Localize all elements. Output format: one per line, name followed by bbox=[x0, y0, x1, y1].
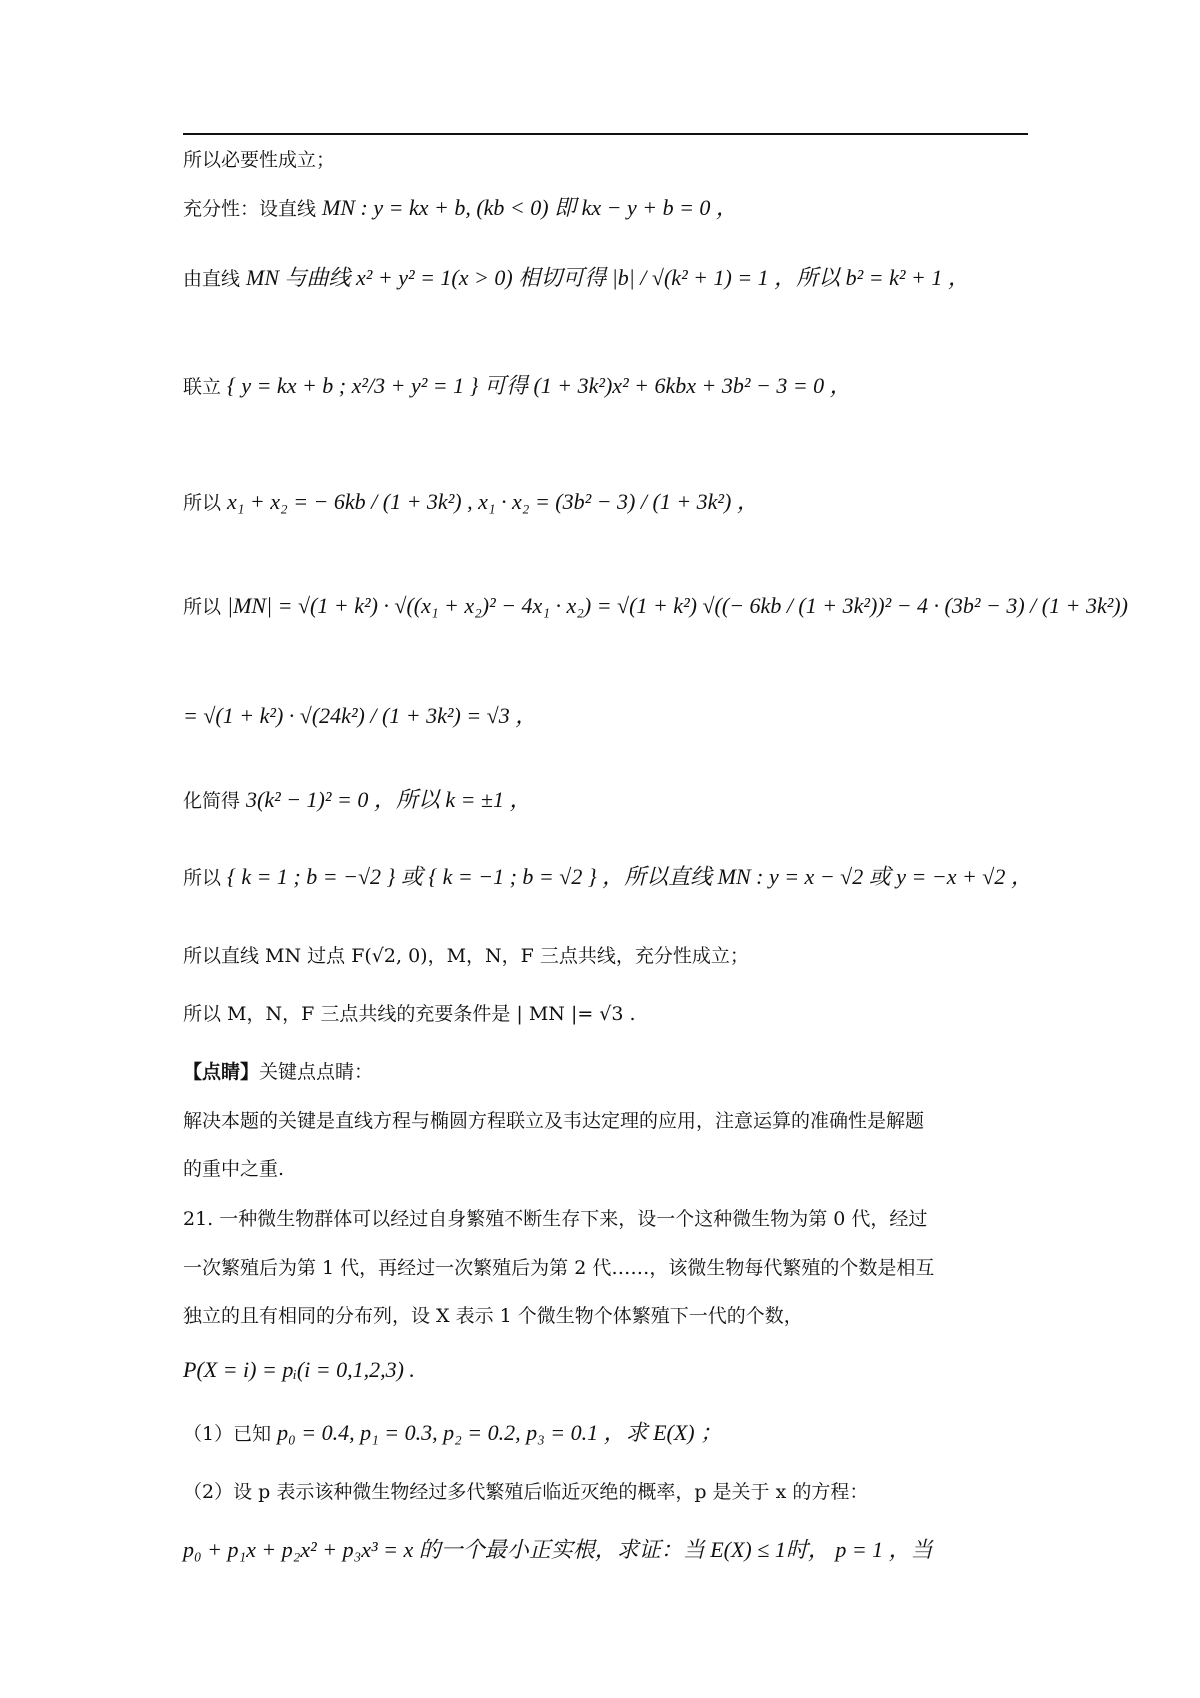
formula: 3(k² − 1)² = 0 ，所以 k = ±1 ， bbox=[246, 787, 532, 812]
text: 所以直线 MN 过点 F(√2, 0)，M，N，F 三点共线，充分性成立； bbox=[183, 945, 749, 967]
prefix: 所以 bbox=[183, 596, 222, 618]
line-problem21-2 bbox=[183, 1254, 934, 1282]
line-part1 bbox=[183, 1419, 722, 1448]
formula: = √(1 + k²) · √(24k²) / (1 + 3k²) = √3 ， bbox=[183, 703, 538, 728]
prefix: 所以 bbox=[183, 492, 222, 514]
line-distribution bbox=[183, 1356, 415, 1385]
text: 独立的且有相同的分布列，设 X 表示 1 个微生物个体繁殖下一代的个数， bbox=[183, 1305, 803, 1327]
line-tangent bbox=[183, 264, 970, 293]
formula: |MN| = √(1 + k²) · √((x₁ + x₂)² − 4x₁ · x₂) = √(1 + k²) √((− 6kb / (1 + 3k²))² − 4 · (3b² − 3) / (1 + 3k²)) bbox=[227, 593, 1128, 618]
formula: p₀ + p₁x + p₂x² + p₃x³ = x 的一个最小正实根，求证：当 E(X) ≤ 1时， p = 1 ，当 bbox=[183, 1537, 933, 1562]
text: （2）设 p 表示该种微生物经过多代繁殖后临近灭绝的概率，p 是关于 x 的方程： bbox=[183, 1481, 869, 1503]
formula: MN 与曲线 x² + y² = 1(x > 0) 相切可得 |b| / √(k² + 1) = 1 ，所以 b² = k² + 1 ， bbox=[246, 265, 970, 290]
line-lines-mn bbox=[183, 863, 1033, 892]
formula: P(X = i) = pᵢ(i = 0,1,2,3) . bbox=[183, 1357, 415, 1382]
prefix: 充分性：设直线 bbox=[183, 198, 317, 220]
text: 一次繁殖后为第 1 代，再经过一次繁殖后为第 2 代……，该微生物每代繁殖的个数是相互 bbox=[183, 1257, 935, 1279]
line-necessity bbox=[183, 146, 335, 174]
line-comment-1 bbox=[183, 1107, 924, 1135]
line-comment-2 bbox=[183, 1155, 284, 1183]
text: 21. 一种微生物群体可以经过自身繁殖不断生存下来，设一个这种微生物为第 0 代，经过 bbox=[183, 1208, 928, 1230]
line-comment-heading bbox=[183, 1058, 373, 1086]
text: 所以必要性成立； bbox=[183, 149, 336, 171]
line-sufficiency bbox=[183, 194, 738, 223]
prefix: 联立 bbox=[183, 376, 222, 398]
text: 所以 M，N，F 三点共线的充要条件是 | MN |= √3 . bbox=[183, 1003, 636, 1025]
prefix: 化简得 bbox=[183, 790, 241, 812]
line-part2 bbox=[183, 1478, 868, 1506]
line-conclusion bbox=[183, 1000, 636, 1028]
line-part2-equation bbox=[183, 1536, 933, 1565]
line-vieta bbox=[183, 488, 759, 517]
prefix: 所以 bbox=[183, 867, 222, 889]
formula: p₀ = 0.4, p₁ = 0.3, p₂ = 0.2, p₃ = 0.1 ，求 E(X) ； bbox=[277, 1420, 723, 1445]
formula: { k = 1 ; b = −√2 } 或 { k = −1 ; b = √2 } ，所以直线 MN : y = x − √2 或 y = −x + √2 ， bbox=[227, 864, 1033, 889]
line-problem21-1 bbox=[183, 1205, 927, 1233]
formula: x₁ + x₂ = − 6kb / (1 + 3k²) , x₁ · x₂ = (3b² − 3) / (1 + 3k²) ， bbox=[227, 489, 759, 514]
line-problem21-3 bbox=[183, 1302, 803, 1330]
line-simplify bbox=[183, 786, 532, 815]
prefix: （1）已知 bbox=[183, 1423, 272, 1445]
prefix: 由直线 bbox=[183, 268, 241, 290]
text: 关键点点睛： bbox=[259, 1061, 374, 1083]
line-chord-length bbox=[183, 592, 1128, 621]
formula: MN : y = kx + b, (kb < 0) 即 kx − y + b = 0 ， bbox=[322, 195, 738, 220]
line-through-f bbox=[183, 942, 749, 970]
comment-label: 【点睛】 bbox=[183, 1061, 260, 1083]
text: 解决本题的关键是直线方程与椭圆方程联立及韦达定理的应用，注意运算的准确性是解题 bbox=[183, 1110, 925, 1132]
header-rule bbox=[183, 133, 1028, 135]
line-system bbox=[183, 372, 852, 401]
text: 的重中之重. bbox=[183, 1158, 285, 1180]
formula: { y = kx + b ; x²/3 + y² = 1 } 可得 (1 + 3k²)x² + 6kbx + 3b² − 3 = 0 ， bbox=[227, 373, 852, 398]
line-chord-result bbox=[183, 702, 537, 731]
